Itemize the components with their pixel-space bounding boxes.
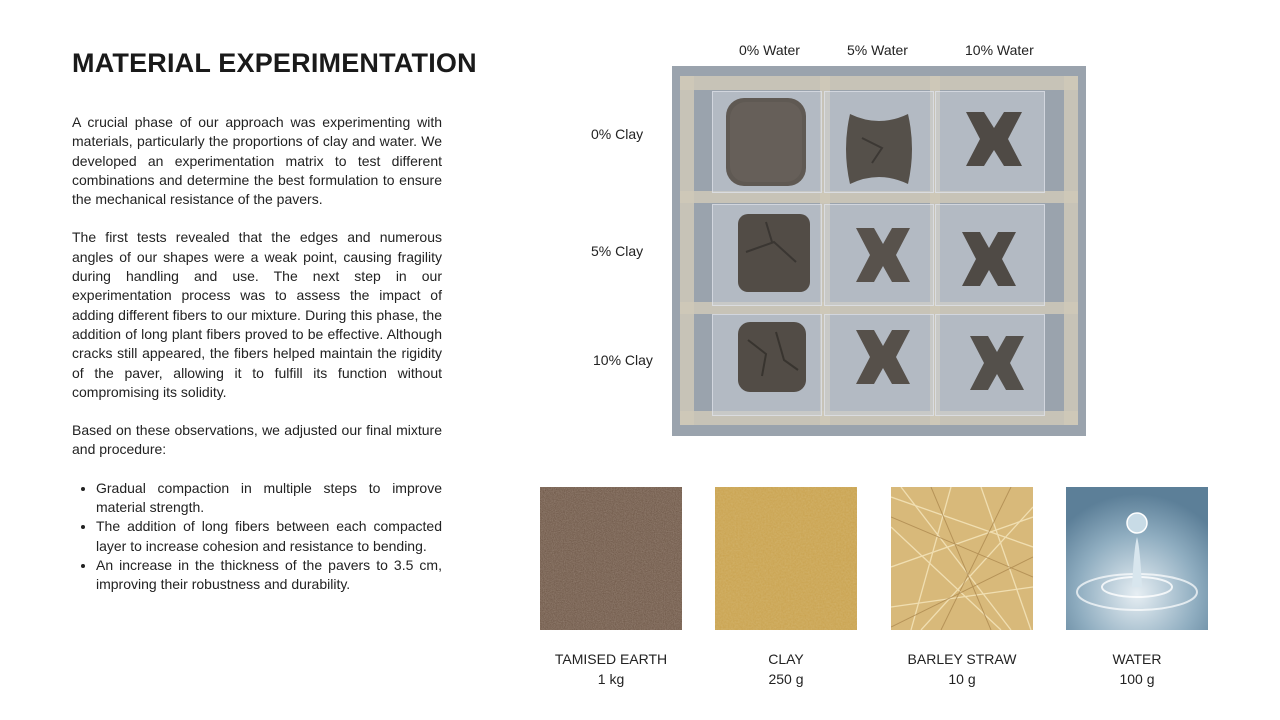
ingredient-qty-clay: 250 g [768,671,804,687]
experimentation-matrix-photo [672,66,1086,436]
tamised-earth-image [540,487,682,630]
ingredient-name-clay: CLAY [768,651,804,667]
sample-5clay-10water [956,226,1022,292]
barley-straw-image [891,487,1033,630]
sample-5clay-5water [850,222,916,288]
sample-0clay-5water [842,108,916,190]
sample-0clay-10water [960,106,1028,172]
ingredient-name-tamised-earth: TAMISED EARTH [554,651,668,667]
row-label-0-clay: 0% Clay [591,126,644,142]
sample-10clay-10water [964,330,1030,396]
paragraph-tests: The first tests revealed that the edges and numerous angles of our shapes were a weak point, causing fragility during handling and use. The next step in our experimentation process was to assess the impact of adding different fibers to our mixture. During this phase, the addition of long plant fibers proved to be effective. Although cracks still appeared, the fibers helped maintain the rigidity of the paver, allowing it to fulfill its function without compromising its solidity. [72,229,442,400]
page-title: MATERIAL EXPERIMENTATION [72,48,477,78]
sample-5clay-0water [736,212,812,294]
water-image [1066,487,1208,630]
list-item: • An increase in the thickness of the pavers to 3.5 cm, improving their robustness and durability. [96,556,442,595]
ingredient-qty-barley-straw: 10 g [948,671,976,687]
clay-image [715,487,857,630]
column-label-0-water: 0% Water [739,42,800,58]
sample-10clay-5water [850,324,916,390]
ingredient-name-barley-straw: BARLEY STRAW [907,651,1017,667]
body-text [72,113,442,595]
list-item: • The addition of long fibers between each compacted layer to increase cohesion and resistance to bending. [96,517,442,556]
paragraph-observations: Based on these observations, we adjusted our final mixture and procedure: [72,422,442,458]
ingredient-qty-tamised-earth: 1 kg [597,671,625,687]
column-label-5-water: 5% Water [847,42,908,58]
procedure-list [72,479,442,595]
row-label-10-clay: 10% Clay [593,352,653,368]
ingredient-name-water: WATER [1112,651,1162,667]
row-label-5-clay: 5% Clay [591,243,644,259]
column-label-10-water: 10% Water [965,42,1034,58]
sample-0clay-0water [724,96,808,188]
paragraph-intro: A crucial phase of our approach was experimenting with materials, particularly the proportions of clay and water. We developed an experimentation matrix to test different combinations and determine the best formulation to ensure the mechanical resistance of the pavers. [72,114,442,208]
ingredient-qty-water: 100 g [1119,671,1155,687]
sample-10clay-0water [736,320,808,394]
list-item: • Gradual compaction in multiple steps to improve material strength. [96,479,442,518]
